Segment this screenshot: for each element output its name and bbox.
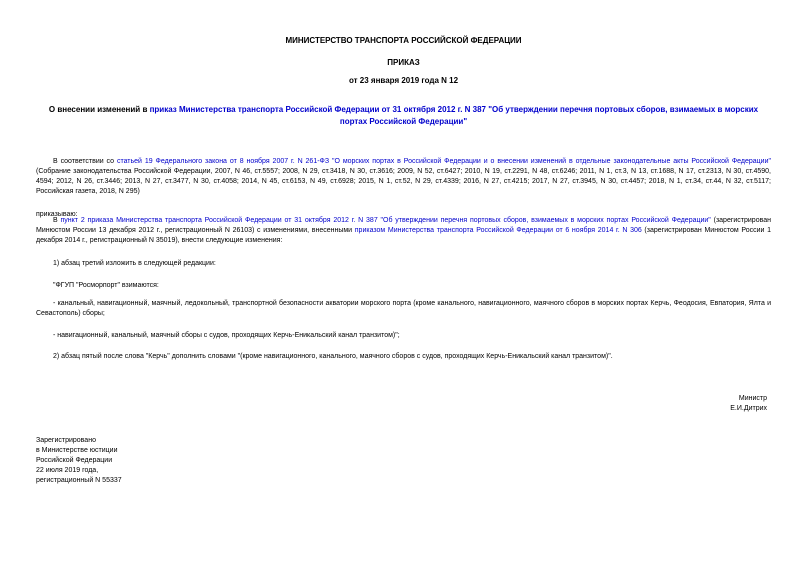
- dash-item-2: - навигационный, канальный, маячный сборы с судов, проходящих Керчь-Еникальский канал транзитом)";: [53, 332, 400, 339]
- item-middle: (зарегистрирован Минюстом России 13 декабря 2012 г., регистрационный N 26103) с изменениями, внесенными: [36, 217, 771, 234]
- subitem-2: 2) абзац пятый после слова "Керчь" дополнить словами "(кроме навигационного, канального, маячного сборов с судов, проходящих Керчь-Еникальский канал транзитом)".: [53, 353, 613, 360]
- registration-line-1: Зарегистрировано: [36, 437, 96, 444]
- basis-suffix: (Собрание законодательства Российской Федерации, 2007, N 46, ст.5557; 2008, N 29, ст.3418, N 30, ст.3616; 2009, N 52, ст.6427; 2010, N 19, ст.2291, N 48, ст.6246; 2011, N 1, ст.3, N 13, ст.1688, N 17, ст.2313, N 30, ст.4590, 4594; 2012, N 26, ст.3446; 2013, N 27, ст.3477, N 30, ст.4058; 2014, N 45, ст.6153, N 49, ст.6928; 2015, N 1, ст.52, N 29, ст.4339; 2016, N 27, ст.4215; 2017, N 27, ст.3945, N 30, ст.4457; 2018, N 1, ст.34, ст.44, N 32, ст.5117; Российская газета, 2018, N 295): [36, 168, 771, 195]
- item-link[interactable]: пункт 2 приказа Министерства транспорта Российской Федерации от 31 октября 2012 г. N 387 "Об утверждении перечня портовых сборов, взимаемых в морских портах Российской Федерации": [60, 217, 711, 224]
- title-prefix: О внесении изменений в: [48, 105, 150, 114]
- registration-line-3: Российской Федерации: [36, 457, 113, 464]
- signature-name: Е.И.Дитрих: [730, 405, 767, 412]
- title-link[interactable]: приказ Министерства транспорта Российской Федерации от 31 октября 2012 г. N 387 "Об утверждении перечня портовых сборов, взимаемых в морских портах Российской Федерации": [149, 105, 759, 126]
- item-paragraph: [36, 216, 771, 246]
- basis-paragraph: [36, 157, 771, 197]
- order-date-number: от 23 января 2019 года N 12: [348, 76, 459, 85]
- quote-line: "ФГУП "Росморпорт" взимаются:: [53, 282, 159, 289]
- orders-word: приказываю:: [36, 211, 78, 218]
- registration-line-5: регистрационный N 55337: [36, 477, 122, 484]
- registration-block: [36, 436, 122, 486]
- signature-position: Министр: [738, 395, 767, 402]
- registration-line-2: в Министерстве юстиции: [36, 447, 118, 454]
- law-article-link[interactable]: статьей 19 Федерального закона от 8 ноября 2007 г. N 261-ФЗ "О морских портах в Российской Федерации и о внесении изменений в отдельные законодательные акты Российской Федерации": [116, 158, 771, 165]
- registration-line-4: 22 июля 2019 года,: [36, 467, 99, 474]
- doc-type-heading: ПРИКАЗ: [387, 58, 420, 67]
- order-2014-link[interactable]: приказом Министерства транспорта Российской Федерации от 6 ноября 2014 г. N 306: [354, 227, 642, 234]
- ministry-heading: МИНИСТЕРСТВО ТРАНСПОРТА РОССИЙСКОЙ ФЕДЕРАЦИИ: [285, 36, 522, 45]
- dash-item-1: - канальный, навигационный, маячный, ледокольный, транспортной безопасности акватории морского порта (кроме канального, навигационного, маячного сборов в морских портах Керчь, Феодосия, Евпатория, Ялта и Севастополь) сборы;: [36, 300, 771, 317]
- item-prefix: В: [53, 217, 61, 224]
- item-suffix: (зарегистрирован Минюстом России 1 декабря 2014 г., регистрационный N 35019), внести следующие изменения:: [36, 227, 771, 244]
- signature-block: [730, 394, 767, 414]
- document-title: [40, 104, 767, 128]
- basis-prefix: В соответствии со: [53, 158, 117, 165]
- subitem-1: 1) абзац третий изложить в следующей редакции:: [53, 260, 216, 267]
